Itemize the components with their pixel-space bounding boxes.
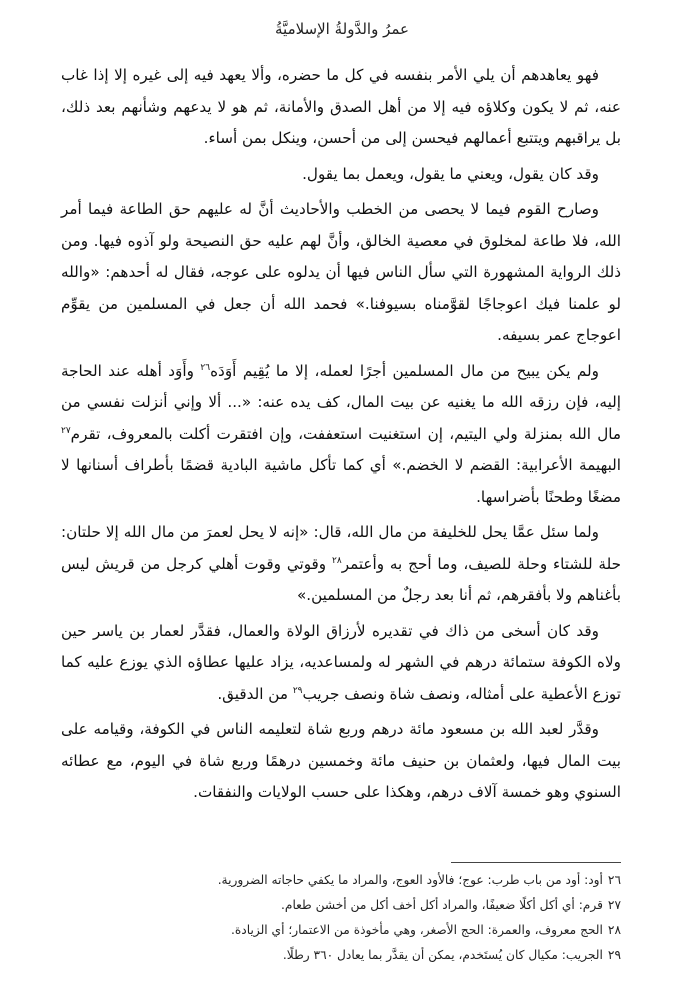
- paragraph-text: وأَوَد أهله عند الحاجة إليه، فإن رزقه الله ما يغنيه عن بيت المال، كف يده عنه: «... ألا وإني أنزلت نفسي من مال الله بمنزلة ولي اليتيم، إن استغنيت استعففت، وإن افتقرت أكلت بالمعروف، تقرم: [61, 361, 621, 443]
- paragraph-text: ولم يكن يبيح من مال المسلمين أجرًا لعمله، إلا ما يُقِيم أَوَدَه: [210, 361, 600, 380]
- footnote-ref: ٢٨: [332, 555, 342, 566]
- footnote-ref: ٢٧: [61, 425, 71, 436]
- footnotes: [61, 868, 621, 968]
- footnote: [61, 868, 621, 893]
- footnote-ref: ٢٦: [200, 362, 211, 373]
- footnote-ref: ٢٩: [292, 685, 303, 696]
- running-head: عمرُ والدَّولةُ الإسلاميَّةُ: [275, 20, 409, 38]
- paragraph-text: من الدقيق.: [217, 684, 293, 703]
- footnote: [61, 893, 621, 918]
- footnote: [61, 918, 621, 943]
- footnote-text: الجريب: مكيال كان يُستَخدم، يمكن أن يقدَّر بما يعادل ٣٦٠ رطلًا.: [282, 948, 603, 962]
- paragraph: وقدَّر لعبد الله بن مسعود مائة درهم وربع شاة لتعليمه الناس في الكوفة، وقيامه على بيت المال فيها، ولعثمان بن حنيف مائة وخمسين درهمًا وربع شاة في اليوم، مع عطائه السنوي وهو خمسة آلاف درهم، وهكذا على حسب الولايات والنفقات.: [61, 720, 621, 801]
- footnote-number: ٢٧: [607, 898, 621, 912]
- body-text: [61, 60, 621, 813]
- paragraph-text: ولما سئل عمَّا يحل للخليفة من مال الله، قال: «إنه لا يحل لعمرَ من مال الله إلا حلتان: حلة للشتاء وحلة للصيف، وما أحج به وأعتمر: [61, 523, 621, 573]
- paragraph: فهو يعاهدهم أن يلي الأمر بنفسه في كل ما حضره، وألا يعهد فيه إلى غيره إلا إذا غاب عنه، ثم لا يكون وكلاؤه فيه إلا من أهل الصدق والأمانة، ثم هو لا يدعهم وشأنهم بعد ذلك، بل يراقبهم ويتتبع أعمالهم فيحسن إلى من أحسن، وينكل بمن أساء.: [61, 66, 621, 147]
- footnote-number: ٢٨: [607, 923, 621, 937]
- footnote-text: قرم: أي أكل أكلًا ضعيفًا، والمراد أكل أخف أكل من أخشن طعام.: [281, 898, 603, 912]
- footnote-number: ٢٦: [607, 873, 621, 887]
- footnote-divider: [451, 862, 621, 863]
- paragraph-text: البهيمة الأعرابية: القضم لا الخضم.» أي كما تأكل ماشية البادية قضمًا بأطراف أسنانها لا مضغًا وطحنًا بأضراسها.: [61, 456, 621, 506]
- paragraph: [61, 517, 621, 612]
- paragraph: [61, 616, 621, 711]
- paragraph-text: وقد كان أسخى من ذاك في تقديره لأرزاق الولاة والعمال، فقدَّر لعمار بن ياسر حين ولاه الكوفة ستمائة درهم في الشهر له ولمساعديه، يزاد عليها عطاؤه الذي يوزع عليه كما توزع الأعطية على أمثاله، ونصف شاة ونصف جريب: [61, 621, 621, 703]
- paragraph: وصارح القوم فيما لا يحصى من الخطب والأحاديث أنَّ له عليهم حق الطاعة فيما أمر الله، فلا طاعة لمخلوق في معصية الخالق، وأنَّ لهم عليه حق النصيحة ولو آذوه فيها. ومن ذلك الرواية المشهورة التي سأل الناس فيها أن يدلوه على عوجه، فقال له أحدهم: «والله لو علمنا فيك اعوجاجًا لقوَّمناه بسيوفنا.» فحمد الله أن جعل في المسلمين من يقوِّم اعوجاج عمر بسيفه.: [61, 200, 621, 344]
- footnote: [61, 943, 621, 968]
- footnote-number: ٢٩: [607, 948, 621, 962]
- footnote-text: الحج معروف، والعمرة: الحج الأصغر، وهي مأخوذة من الاعتمار؛ أي الزيادة.: [231, 923, 603, 937]
- paragraph: وقد كان يقول، ويعني ما يقول، ويعمل بما يقول.: [302, 164, 599, 183]
- paragraph-text: وقوتي وقوت أهلي كرجل من قريش ليس بأغناهم ولا بأفقرهم، ثم أنا بعد رجلٌ من المسلمين.»: [61, 554, 621, 604]
- footnote-text: أود: أود من باب طرب: عوج؛ فالأود العوج، والمراد ما يكفي حاجاته الضرورية.: [217, 873, 603, 887]
- paragraph: [61, 356, 621, 514]
